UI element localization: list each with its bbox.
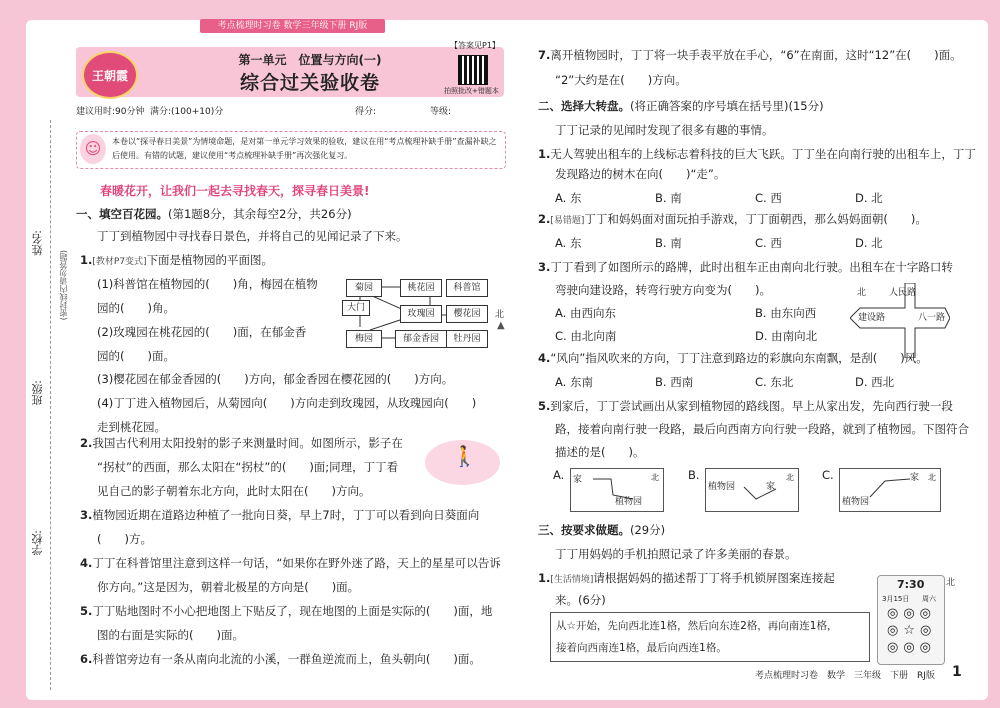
q1-1-line4b: 走到桃花园。	[97, 420, 166, 434]
unlock-grid-icon[interactable]: ◎◎◎ ◎☆◎ ◎◎◎	[887, 606, 937, 655]
route-a-garden: 植物园	[615, 497, 643, 507]
slogan: 春暖花开，让我们一起去寻找春天，探寻春日美景!	[100, 184, 370, 198]
seal-note: (密封线内请勿答题)	[59, 250, 68, 321]
q2-5-line2: 路，接着向南行驶一段路，最后向西南方向行驶一段路，就到了植物园。下图符合	[555, 422, 969, 436]
page-title: 综合过关验收卷	[239, 72, 380, 94]
route-c-garden: 植物园	[842, 497, 870, 507]
q1-1-line3: (3)樱花园在郁金香园的( )方向，郁金香园在樱花园的( )方向。	[97, 372, 454, 386]
q1-7-line1: 7.离开植物园时，丁丁将一块手表平放在手心，“6”在南面，这时“12”在( )面。	[538, 48, 962, 62]
q2-4-opt-a[interactable]: A. 东南	[555, 375, 593, 389]
footer-text: 考点梳理时习卷 数学 三年级 下册 RJ版	[755, 671, 935, 681]
answer-ref: 【答案见P1】	[450, 41, 500, 50]
q2-1-line2: 发现路边的树木在向( )“走”。	[555, 167, 726, 181]
page-number: 1	[952, 664, 962, 680]
q2-4-line1: 4.“风向”指风吹来的方向，丁丁注意到路边的彩旗向东南飘，是刮( )风。	[538, 351, 928, 365]
q1-1: 1.[教材P7变式]下面是植物园的平面图。	[80, 253, 274, 267]
map-kepu: 科普馆	[446, 279, 488, 297]
task-line1: 从☆开始，先向西北连1格，然后向东连2格，再向南连1格，	[556, 620, 838, 632]
time-info: 建议用时:90分钟	[76, 107, 145, 117]
sign-renmin-road: 人民路	[889, 288, 917, 298]
map-damen: 大门	[342, 300, 370, 316]
q1-3-line2: ( )方。	[97, 532, 152, 546]
brand-logo: 王朝霞	[82, 51, 138, 99]
class-label: 班级:	[31, 380, 44, 406]
intro-text: 本卷以“探寻春日美景”为情境命题，是对第一单元学习效果的验收，建议在用“考点梳理补缺手册”查漏补缺之后使用。有错的试题，建议使用“考点梳理补缺手册”再次强化复习。	[112, 137, 497, 160]
q2-2-opt-b[interactable]: B. 南	[655, 236, 682, 250]
q2-4-opt-b[interactable]: B. 西南	[655, 375, 694, 389]
q1-1-line2b: 园的( )面。	[97, 349, 175, 363]
q2-1-line1: 1.无人驾驶出租车的上线标志着科技的巨大飞跃。丁丁坐在向南行驶的出租车上，丁丁	[538, 147, 976, 161]
q1-1-line4: (4)丁丁进入植物园后，从菊园向( )方向走到玫瑰园，从玫瑰园向( )	[97, 396, 477, 410]
route-c-home: 家	[910, 473, 920, 483]
name-label: 姓名:	[31, 230, 44, 256]
q2-4-opt-c[interactable]: C. 东北	[755, 375, 794, 389]
q1-3-line1: 3.植物园近期在道路边种植了一批向日葵，早上7时，丁丁可以看到向日葵面向	[80, 508, 480, 522]
route-b[interactable]	[705, 468, 799, 512]
q1-5-line1: 5.丁丁贴地图时不小心把地图上下贴反了，现在地图的上面是实际的( )面，地	[80, 604, 493, 618]
s1-lead: 丁丁到植物园中寻找春日景色，并将自己的见闻记录了下来。	[97, 229, 408, 243]
q2-3-line1: 3.丁丁看到了如图所示的路牌，此时出租车正由南向北行驶。出租车在十字路口转	[538, 260, 953, 274]
q2-1-opt-b[interactable]: B. 南	[655, 191, 682, 205]
q2-2-opt-a[interactable]: A. 东	[555, 236, 582, 250]
q2-5-line1: 5.到家后，丁丁尝试画出从家到植物园的路线图。早上从家出发，先向西行驶一段	[538, 399, 953, 413]
q2-3-opt-c[interactable]: C. 由北向南	[555, 329, 617, 343]
q1-2-line1: 2.我国古代利用太阳投射的影子来测量时间。如图所示，影子在	[80, 436, 403, 450]
phone-time: 7:30	[897, 578, 925, 591]
s2-lead: 丁丁记录的见闻时发现了很多有趣的事情。	[555, 123, 774, 137]
route-c[interactable]	[839, 468, 941, 512]
q2-2-opt-d[interactable]: D. 北	[855, 236, 883, 250]
qr-code-icon[interactable]	[458, 55, 488, 85]
q2-2-opt-c[interactable]: C. 西	[755, 236, 782, 250]
map-yujinxiang: 郁金香园	[395, 330, 447, 348]
q1-1-line1b: 园的( )角。	[97, 301, 175, 315]
q2-3-line2: 弯驶向建设路，转弯行驶方向变为( )。	[555, 283, 771, 297]
seal-line	[50, 120, 51, 690]
unit-title: 第一单元 位置与方向(一)	[238, 53, 382, 67]
north-arrow-icon: ▲	[497, 320, 505, 331]
q1-1-line2: (2)玫瑰园在桃花园的( )面，在郁金香	[97, 325, 307, 339]
route-b-home: 家	[766, 482, 776, 492]
q2-1-opt-a[interactable]: A. 东	[555, 191, 582, 205]
score-label: 得分:	[355, 107, 377, 117]
score-total: 满分:(100+10)分	[150, 107, 224, 117]
q1-5-line2: 图的右面是实际的( )面。	[97, 628, 244, 642]
q3-1-line2: 来。(6分)	[555, 593, 606, 607]
task-line2: 接着向西南连1格，最后向西连1格。	[556, 642, 727, 654]
map-taohua: 桃花园	[400, 279, 442, 297]
q2-1-opt-d[interactable]: D. 北	[855, 191, 883, 205]
sign-bayi-road: 八一路	[918, 313, 946, 323]
school-label: 学校:	[31, 530, 44, 556]
qr-caption: 拍照批改+错题本	[444, 87, 499, 95]
s3-lead: 丁丁用妈妈的手机拍照记录了许多美丽的春景。	[555, 547, 797, 561]
phone-north-label: 北	[946, 578, 956, 588]
q1-2-line2: “拐杖”的西面，那么太阳在“拐杖”的( )面;同理，丁丁看	[97, 460, 399, 474]
q2-3-opt-b[interactable]: B. 由东向西	[755, 306, 817, 320]
sign-jianshe-road: 建设路	[858, 313, 886, 323]
q1-6-line1: 6.科普馆旁边有一条从南向北流的小溪，一群鱼逆流而上，鱼头朝向( )面。	[80, 652, 481, 666]
map-north-label: 北	[495, 310, 505, 320]
q1-7-line2: “2”大约是在( )方向。	[555, 73, 687, 87]
route-c-north: 北	[928, 473, 936, 482]
map-meigui: 玫瑰园	[400, 305, 442, 323]
route-a[interactable]	[570, 468, 664, 512]
q2-4-opt-d[interactable]: D. 西北	[855, 375, 895, 389]
route-a-north: 北	[651, 473, 659, 482]
q2-5-opt-b[interactable]: B.	[688, 468, 700, 482]
q2-5-opt-c[interactable]: C.	[822, 468, 834, 482]
q2-5-line3: 描述的是( )。	[555, 445, 645, 459]
phone-week: 周六	[922, 595, 936, 603]
section-1-heading: 一、填空百花园。(第1题8分，其余每空2分，共26分)	[76, 207, 352, 221]
map-yinghua: 樱花园	[446, 305, 488, 323]
route-a-home: 家	[573, 475, 583, 485]
route-b-garden: 植物园	[708, 482, 736, 492]
q2-1-opt-c[interactable]: C. 西	[755, 191, 782, 205]
q3-1-line1: 1.[生活情境]请根据妈妈的描述帮丁丁将手机锁屏图案连接起	[538, 571, 835, 585]
q1-2-line3: 见自己的影子朝着东北方向，此时太阳在( )方向。	[97, 484, 371, 498]
q2-2-line1: 2.[易错题]丁丁和妈妈面对面玩拍手游戏，丁丁面朝西，那么妈妈面朝( )。	[538, 212, 927, 226]
route-b-north: 北	[786, 473, 794, 482]
map-mudan: 牡丹园	[446, 330, 488, 348]
map-meiyuan: 梅园	[346, 330, 382, 348]
section-3-heading: 三、按要求做题。(29分)	[538, 523, 666, 537]
map-juyuan: 菊园	[346, 279, 382, 297]
q1-4-line2: 你方向。”这是因为，朝着北极星的方向是( )面。	[97, 580, 360, 594]
q2-3-opt-d[interactable]: D. 由南向北	[755, 329, 818, 343]
q2-3-opt-a[interactable]: A. 由西向东	[555, 306, 616, 320]
sign-north-label: 北	[857, 288, 867, 298]
top-bar: 考点梳理时习卷 数学三年级下册 RJ版	[200, 19, 385, 33]
phone-date: 3月15日	[882, 595, 910, 603]
q1-1-line1: (1)科普馆在植物园的( )角，梅园在植物	[97, 277, 318, 291]
q2-5-opt-a[interactable]: A.	[553, 468, 565, 482]
section-2-heading: 二、选择大转盘。(将正确答案的序号填在括号里)(15分)	[538, 99, 824, 113]
q1-4-line1: 4.丁丁在科普馆里注意到这样一句话，“如果你在野外迷了路，天上的星星可以告诉	[80, 556, 501, 570]
grade-label: 等级:	[430, 107, 452, 117]
walking-stick-icon: 🚶	[452, 444, 477, 468]
girl-avatar-icon: ☺	[80, 134, 106, 164]
